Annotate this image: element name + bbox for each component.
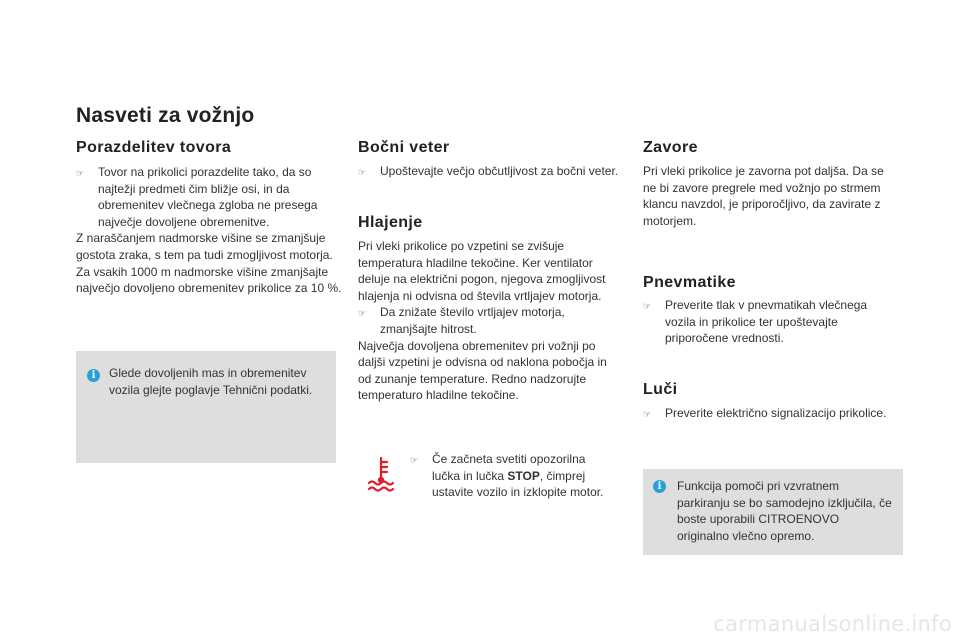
pointing-hand-icon: ☞ [358,168,367,178]
col1-paragraph: Z naraščanjem nadmorske višine se zmanjšuje gostota zraka, s tem pa tudi zmogljivost motorja. Za vsakih 1000 m nadmorske višine zmanjšajte največjo dovoljeno obremenitev prikolice za 10 %. [76,231,342,296]
warning-text-post: , čimprej ustavite vozilo in izklopite motor. [432,468,604,500]
heading-porazdelitev-tovora: Porazdelitev tovora [76,139,232,156]
pointing-hand-icon: ☞ [76,169,85,179]
col1-info-note [76,351,336,463]
col2-bullet2 [358,304,620,337]
col2-paragraph1: Pri vleki prikolice po vzpetini se zvišuje temperatura hladilne tekočine. Ker ventilator deluje na električni pogon, njegova zmogljivost hlajenja ni odvisna od števila vrtljajev motorja. [358,239,606,303]
col3-bullet1-text: Preverite tlak v pnevmatikah vlečnega vozila in prikolice ter upoštevajte priporočene vrednosti. [665,298,868,346]
col3-info-note [643,469,903,555]
col1-body [76,164,342,297]
info-icon: i [653,480,666,493]
pointing-hand-icon: ☞ [358,309,367,320]
col2-bullet1 [358,163,620,180]
col1-bullet-text: Tovor na prikolici porazdelite tako, da so najtežji predmeti čim bližje osi, in da obremenitev vlečnega zgloba ne presega največje dovoljene obremenitve. [98,165,318,229]
col2-body [358,238,620,404]
page-title: Nasveti za vožnjo [76,104,255,127]
watermark: carmanualsonline.info [713,612,952,636]
col3-bullet2-text: Preverite električno signalizacijo prikolice. [665,406,887,420]
col3-paragraph1: Pri vleki prikolice je zavorna pot daljša. Da se ne bi zavore pregrele med vožnjo po strmem klancu navzdol, je priporočljivo, da zavirate z motorjem. [643,164,884,228]
warning-text-stop: STOP [507,468,540,483]
heading-zavore: Zavore [643,139,698,156]
heading-bocni-veter: Bočni veter [358,139,450,156]
heading-pnevmatike: Pnevmatike [643,274,736,291]
warning-text-pre: Če začneta svetiti opozorilna lučka in lučka [432,452,586,483]
pointing-hand-icon: ☞ [643,410,652,420]
heading-luci: Luči [643,381,678,398]
pointing-hand-icon: ☞ [643,302,652,312]
col3-bullet2 [643,405,905,422]
col3-bullet1 [643,297,898,347]
col1-note-text: Glede dovoljenih mas in obremenitev vozila glejte poglavje Tehnični podatki. [109,366,313,397]
pointing-hand-icon: ☞ [410,456,419,466]
col2-bullet1-text: Upoštevajte večjo občutljivost za bočni veter. [380,164,619,178]
col1-bullet [76,164,342,230]
coolant-temperature-warning-icon [366,455,396,493]
col2-paragraph2: Največja dovoljena obremenitev pri vožnji po daljši vzpetini je odvisna od naklona pobočja in od zunanje temperature. Redno nadzorujte temperaturo hladilne tekočine. [358,338,607,403]
heading-hlajenje: Hlajenje [358,214,423,231]
col2-bullet2-text: Da znižate število vrtljajev motorja, zmanjšajte hitrost. [380,305,565,336]
col3-note-text: Funkcija pomoči pri vzvratnem parkiranju se bo samodejno izključila, če boste uporabili CITROENOVO originalno vlečno opremo. [677,479,892,543]
info-icon: i [87,369,100,382]
col2-warning [410,451,615,501]
